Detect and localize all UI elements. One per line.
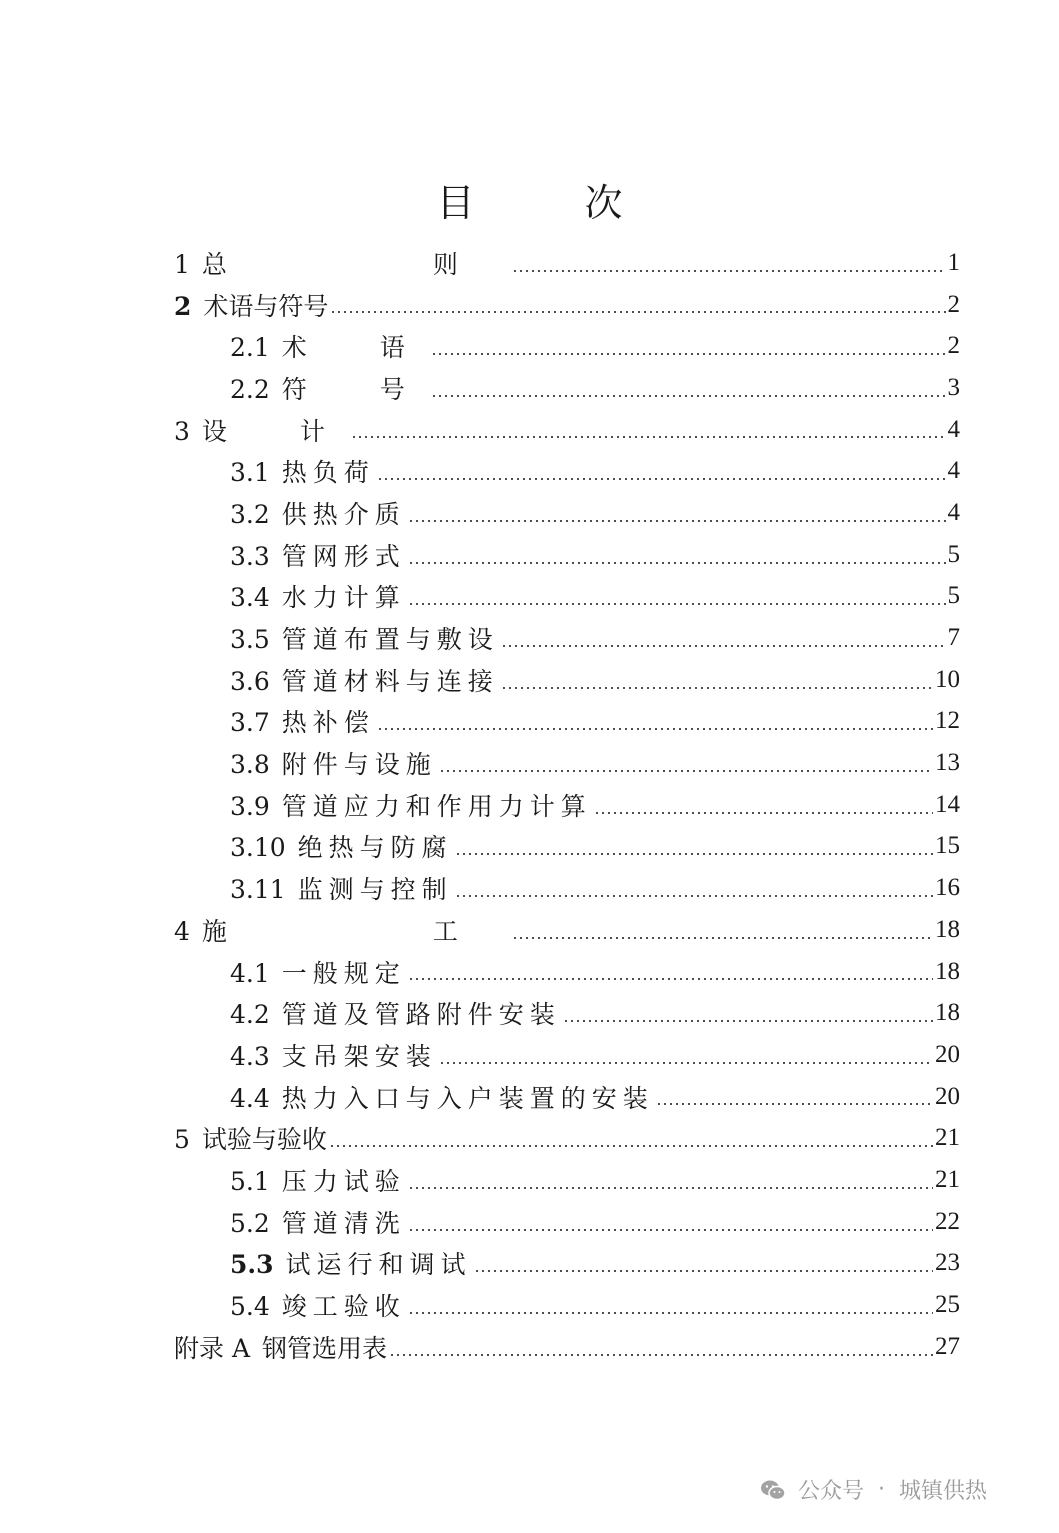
toc-dot-leader [594, 812, 933, 814]
toc-entry-number: 3 [174, 416, 190, 446]
toc-dot-leader [512, 937, 933, 939]
toc-dot-leader [408, 978, 933, 980]
toc-entry-page-number: 23 [935, 1249, 960, 1277]
toc-entry-label [230, 1287, 406, 1323]
toc-entry-title: 试运行和调试 [285, 1250, 472, 1280]
toc-entry [174, 1076, 960, 1118]
toc-entry-number: 2.1 [230, 333, 270, 363]
toc-entry-title: 附件与设施 [281, 750, 437, 780]
toc-entry-title: 竣工验收 [281, 1292, 406, 1322]
toc-entry-label [174, 1329, 387, 1365]
toc-entry-title: 设 计 [201, 416, 349, 446]
toc-entry-number: 附录 A [174, 1333, 251, 1363]
toc-entry-page-number: 20 [935, 1040, 960, 1068]
toc-entry-label [230, 1079, 654, 1115]
toc-entry-label [230, 328, 429, 364]
toc-entry-number: 4.1 [230, 958, 270, 988]
toc-entry-number: 3.6 [230, 666, 270, 696]
toc-dot-leader [408, 603, 946, 605]
toc-entry [174, 826, 960, 868]
toc-entry [174, 992, 960, 1034]
toc-dot-leader [408, 1312, 933, 1314]
toc-entry-label [230, 662, 499, 698]
toc-entry [174, 784, 960, 826]
toc-entry [174, 576, 960, 618]
toc-entry-label [174, 412, 349, 448]
toc-entry [174, 1243, 960, 1285]
toc-dot-leader [408, 1187, 933, 1189]
table-of-contents [174, 242, 960, 1368]
toc-entry-label [230, 537, 406, 573]
wechat-icon [760, 1479, 786, 1501]
toc-entry-number: 3.4 [230, 583, 270, 613]
toc-entry-page-number: 18 [935, 957, 960, 985]
toc-entry-title: 施 工 [201, 916, 510, 946]
toc-entry-title: 供热介质 [281, 499, 406, 529]
toc-entry-title: 管道布置与敷设 [281, 625, 499, 655]
toc-entry [174, 1326, 960, 1368]
toc-entry-label [174, 245, 510, 281]
toc-entry-label [230, 620, 499, 656]
toc-entry-page-number: 5 [947, 582, 960, 610]
toc-entry-title: 术语与符号 [203, 291, 329, 321]
toc-entry-page-number: 4 [947, 457, 960, 485]
toc-entry-title: 压力试验 [281, 1166, 406, 1196]
toc-entry-page-number: 2 [947, 290, 960, 318]
toc-entry [174, 909, 960, 951]
watermark-account-type: 公众号 [798, 1479, 865, 1504]
toc-entry-page-number: 4 [947, 498, 960, 526]
toc-entry-page-number: 25 [935, 1291, 960, 1319]
toc-entry [174, 1201, 960, 1243]
toc-entry-label [230, 745, 437, 781]
toc-entry-page-number: 13 [935, 749, 960, 777]
toc-entry-page-number: 21 [935, 1124, 960, 1152]
toc-entry-number: 4 [174, 916, 190, 946]
toc-dot-leader [512, 270, 946, 272]
toc-entry-number: 3.2 [230, 499, 270, 529]
toc-entry-number: 3.1 [230, 458, 270, 488]
toc-entry-number: 3.5 [230, 625, 270, 655]
toc-entry-number: 2.2 [230, 374, 270, 404]
toc-dot-leader [455, 895, 933, 897]
toc-entry-page-number: 18 [935, 915, 960, 943]
toc-entry-page-number: 15 [935, 832, 960, 860]
toc-entry [174, 325, 960, 367]
toc-entry-number: 2 [174, 291, 192, 321]
toc-entry-page-number: 2 [947, 332, 960, 360]
toc-entry-label [230, 870, 453, 906]
toc-entry-title: 管网形式 [281, 541, 406, 571]
toc-dot-leader [330, 311, 945, 313]
toc-entry-page-number: 4 [947, 415, 960, 443]
toc-entry-number: 5.2 [230, 1208, 270, 1238]
toc-entry-number: 3.8 [230, 750, 270, 780]
toc-entry-title: 钢管选用表 [262, 1333, 388, 1363]
toc-entry-page-number: 7 [947, 624, 960, 652]
toc-dot-leader [474, 1270, 933, 1272]
toc-entry-title: 一般规定 [281, 958, 406, 988]
toc-dot-leader [439, 770, 933, 772]
toc-entry-number: 5.4 [230, 1292, 270, 1322]
toc-entry-label [230, 1204, 406, 1240]
toc-entry-number: 1 [174, 249, 190, 279]
toc-entry-number: 5.1 [230, 1166, 270, 1196]
toc-entry [174, 409, 960, 451]
toc-entry-number: 3.10 [230, 833, 286, 863]
toc-dot-leader [439, 1062, 933, 1064]
toc-entry [174, 742, 960, 784]
watermark-separator: · [878, 1477, 886, 1502]
toc-entry-page-number: 12 [935, 707, 960, 735]
toc-entry [174, 284, 960, 326]
toc-dot-leader [501, 687, 933, 689]
toc-entry-title: 总 则 [201, 249, 510, 279]
toc-entry-label [230, 954, 406, 990]
toc-entry-page-number: 22 [935, 1207, 960, 1235]
toc-entry-title: 热力入口与入户装置的安装 [281, 1083, 654, 1113]
toc-entry-page-number: 3 [947, 373, 960, 401]
toc-entry [174, 701, 960, 743]
toc-entry-label [230, 578, 406, 614]
toc-dot-leader [408, 1229, 933, 1231]
toc-entry-number: 4.2 [230, 1000, 270, 1030]
toc-entry [174, 367, 960, 409]
toc-entry-number: 3.11 [230, 875, 286, 905]
toc-entry-page-number: 27 [935, 1332, 960, 1360]
toc-entry-title: 管道及管路附件安装 [281, 1000, 561, 1030]
toc-entry-label [230, 995, 561, 1031]
toc-entry-title: 符 号 [281, 374, 429, 404]
toc-entry-number: 4.3 [230, 1041, 270, 1071]
toc-entry-title: 绝热与防腐 [297, 833, 453, 863]
toc-entry-number: 5 [174, 1125, 190, 1155]
toc-entry-title: 热补偿 [281, 708, 375, 738]
toc-entry-page-number: 20 [935, 1082, 960, 1110]
toc-dot-leader [563, 1020, 933, 1022]
toc-dot-leader [431, 395, 946, 397]
toc-entry-number: 5.3 [230, 1250, 274, 1280]
toc-entry-label [230, 828, 453, 864]
toc-entry-number: 4.4 [230, 1083, 270, 1113]
toc-dot-leader [656, 1103, 933, 1105]
toc-entry-title: 热负荷 [281, 458, 375, 488]
wechat-watermark [760, 1474, 987, 1505]
toc-entry [174, 867, 960, 909]
toc-entry-page-number: 18 [935, 999, 960, 1027]
toc-entry-label [230, 1245, 472, 1281]
toc-entry-label [230, 1037, 437, 1073]
toc-entry-label [230, 1162, 406, 1198]
toc-entry-label [230, 495, 406, 531]
toc-entry-title: 管道应力和作用力计算 [281, 791, 592, 821]
toc-dot-leader [408, 562, 946, 564]
toc-dot-leader [389, 1354, 933, 1356]
toc-entry [174, 534, 960, 576]
toc-entry-label [230, 370, 429, 406]
toc-entry [174, 1034, 960, 1076]
toc-entry-label [230, 787, 592, 823]
toc-entry-page-number: 1 [947, 248, 960, 276]
toc-entry [174, 617, 960, 659]
toc-entry-label [230, 453, 375, 489]
toc-entry-title: 管道材料与连接 [281, 666, 499, 696]
toc-entry [174, 450, 960, 492]
toc-dot-leader [455, 853, 933, 855]
watermark-account-name: 城镇供热 [899, 1479, 988, 1504]
toc-entry-page-number: 5 [947, 540, 960, 568]
toc-entry-page-number: 16 [935, 874, 960, 902]
toc-entry-title: 术 语 [281, 333, 429, 363]
toc-dot-leader [329, 1145, 933, 1147]
toc-dot-leader [431, 353, 946, 355]
toc-entry-number: 3.7 [230, 708, 270, 738]
toc-entry-number: 3.3 [230, 541, 270, 571]
toc-entry-label [174, 1120, 327, 1156]
toc-entry-page-number: 21 [935, 1165, 960, 1193]
toc-entry-label [230, 703, 375, 739]
toc-entry-title: 管道清洗 [281, 1208, 406, 1238]
toc-entry-title: 水力计算 [281, 583, 406, 613]
toc-entry [174, 951, 960, 993]
toc-entry [174, 1159, 960, 1201]
toc-dot-leader [501, 645, 946, 647]
toc-dot-leader [408, 520, 946, 522]
toc-dot-leader [351, 436, 946, 438]
toc-entry-page-number: 10 [935, 665, 960, 693]
toc-entry-title: 监测与控制 [297, 875, 453, 905]
toc-entry [174, 659, 960, 701]
toc-dot-leader [377, 728, 933, 730]
toc-entry-label [174, 287, 328, 323]
toc-entry [174, 242, 960, 284]
toc-entry-title: 支吊架安装 [281, 1041, 437, 1071]
toc-dot-leader [377, 478, 946, 480]
toc-entry [174, 492, 960, 534]
toc-entry-label [174, 912, 510, 948]
toc-entry-title: 试验与验收 [201, 1125, 327, 1155]
page-title: 目 次 [436, 181, 659, 225]
toc-entry-number: 3.9 [230, 791, 270, 821]
toc-entry-page-number: 14 [935, 790, 960, 818]
toc-entry [174, 1117, 960, 1159]
toc-entry [174, 1284, 960, 1326]
